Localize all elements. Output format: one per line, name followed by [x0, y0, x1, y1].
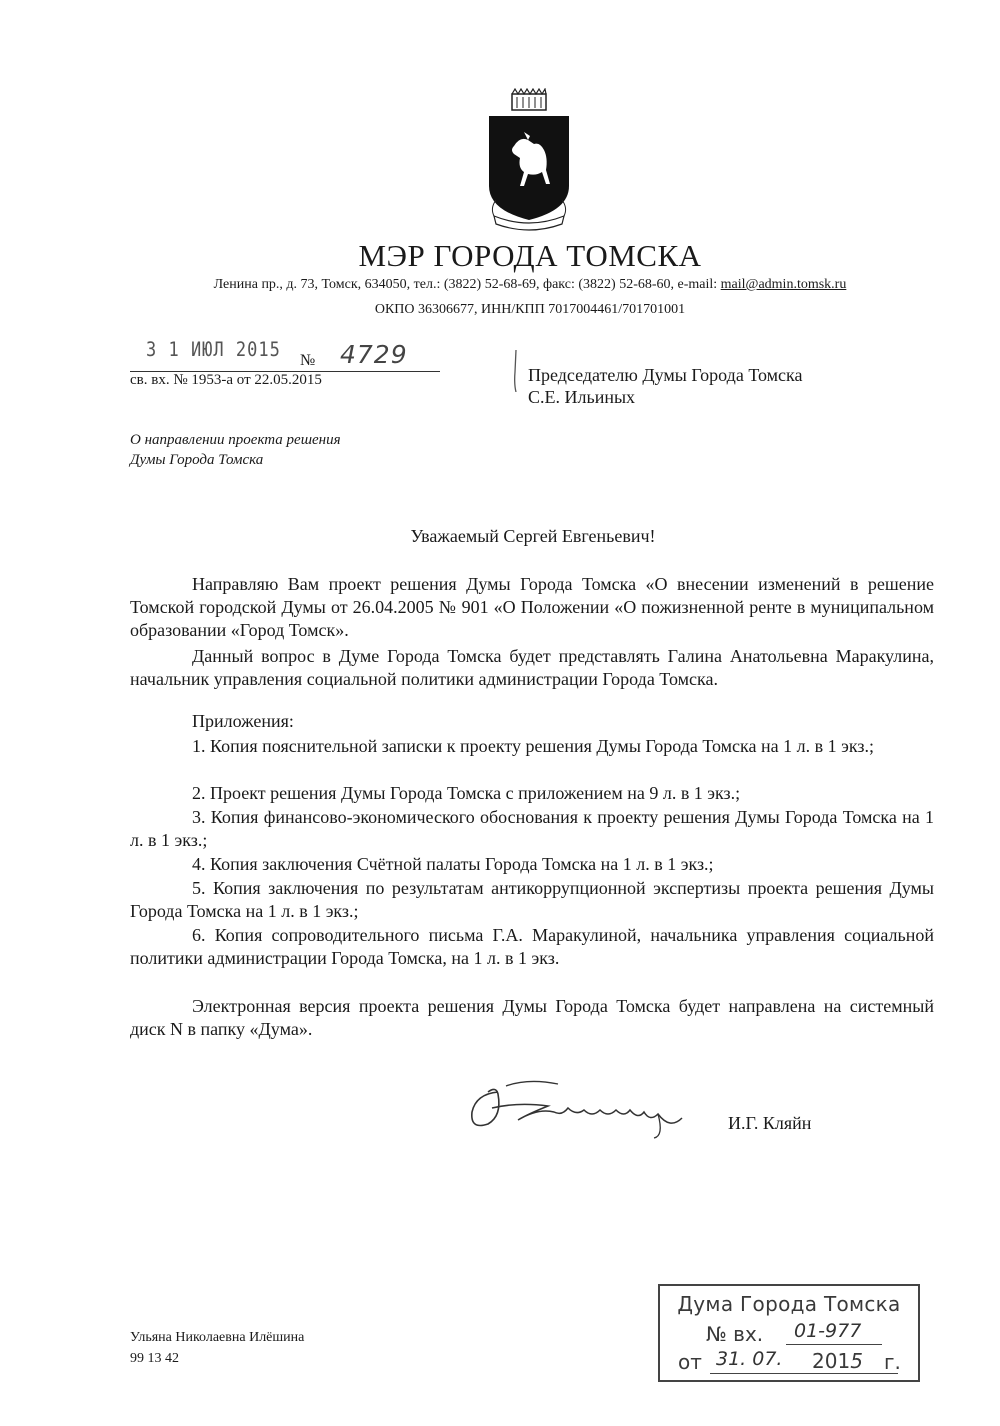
attachment-item: 5. Копия заключения по результатам антикоррупционной экспертизы проекта решения Думы Города Томска на 1 л. в 1 экз.; — [130, 878, 934, 921]
subject-block — [130, 430, 341, 470]
stamp-title: Дума Города Томска — [677, 1292, 901, 1316]
letterhead-contacts — [0, 277, 1000, 293]
stamp-number-value: 01-977 — [794, 1320, 862, 1342]
attachment-item: 1. Копия пояснительной записки к проекту решения Думы Города Томска на 1 л. в 1 экз.; — [192, 736, 874, 756]
incoming-reference: св. вх. № 1953-а от 22.05.2015 — [130, 372, 322, 388]
executor-phone: 99 13 42 — [130, 1351, 179, 1366]
body-paragraph-3: Электронная версия проекта решения Думы Города Томска будет направлена на системный диск N в папку «Дума». — [130, 996, 934, 1039]
handwritten-signature — [458, 1072, 708, 1142]
stamp-g-label: г. — [884, 1350, 901, 1374]
stamp-number-underline — [786, 1344, 882, 1345]
stamp-number-label: № вх. — [706, 1322, 764, 1346]
attachment-item: 2. Проект решения Думы Города Томска с приложением на 9 л. в 1 экз.; — [192, 783, 741, 803]
body-paragraph-1: Направляю Вам проект решения Думы Города Томска «О внесении изменений в решение Томской городской Думы от 26.04.2005 № 901 «О Положении «О пожизненной ренте в муниципальном образовании «Город Томск». — [130, 574, 934, 640]
check-mark-icon — [512, 350, 518, 392]
salutation: Уважаемый Сергей Евгеньевич! — [410, 526, 656, 546]
letterhead-okpo: ОКПО 36306677, ИНН/КПП 7017004461/701701001 — [374, 302, 686, 317]
contacts-text: Ленина пр., д. 73, Томск, 634050, тел.: (3822) 52-68-69, факс: (3822) 52-68-60, e-mail: — [213, 277, 718, 292]
attachment-item: 4. Копия заключения Счётной палаты Города Томска на 1 л. в 1 экз.; — [192, 854, 714, 874]
signer-name: И.Г. Кляйн — [728, 1113, 812, 1133]
stamp-year-suffix: 5 — [850, 1349, 863, 1373]
receipt-stamp — [658, 1284, 920, 1382]
body-paragraph-2: Данный вопрос в Думе Города Томска будет представлять Галина Анатольевна Маракулина, начальник управления социальной политики администрации Города Томска. — [130, 646, 934, 689]
stamp-date-value: 31. 07. — [716, 1348, 783, 1370]
email-link[interactable]: mail@admin.tomsk.ru — [720, 277, 847, 292]
stamp-year-prefix: 201 — [812, 1349, 851, 1373]
subject-line1: О направлении проекта решения — [130, 432, 341, 448]
stamp-from-label: от — [678, 1350, 702, 1374]
attachments-heading: Приложения: — [192, 711, 294, 731]
outgoing-number-value: 4729 — [340, 340, 408, 369]
executor-name: Ульяна Николаевна Илёшина — [130, 1330, 305, 1345]
addressee-line2: С.Е. Ильиных — [528, 387, 636, 407]
letterhead-title: МЭР ГОРОДА ТОМСКА — [358, 238, 702, 273]
attachment-item: 6. Копия сопроводительного письма Г.А. Маракулиной, начальника управления социальной политики администрации Города Томска, на 1 л. в 1 экз. — [130, 925, 934, 968]
attachment-item: 3. Копия финансово-экономического обоснования к проекту решения Думы Города Томска на 1 л. в 1 экз.; — [130, 807, 934, 850]
outgoing-date-stamp: 3 1 ИЮЛ 2015 — [146, 338, 281, 362]
subject-line2: Думы Города Томска — [130, 452, 264, 468]
stamp-date-underline — [710, 1373, 898, 1374]
outgoing-number-label: № — [300, 352, 316, 369]
addressee-block — [528, 364, 802, 408]
addressee-line1: Председателю Думы Города Томска — [528, 365, 803, 385]
stamp-year — [812, 1349, 863, 1373]
coat-of-arms-icon — [484, 88, 574, 238]
